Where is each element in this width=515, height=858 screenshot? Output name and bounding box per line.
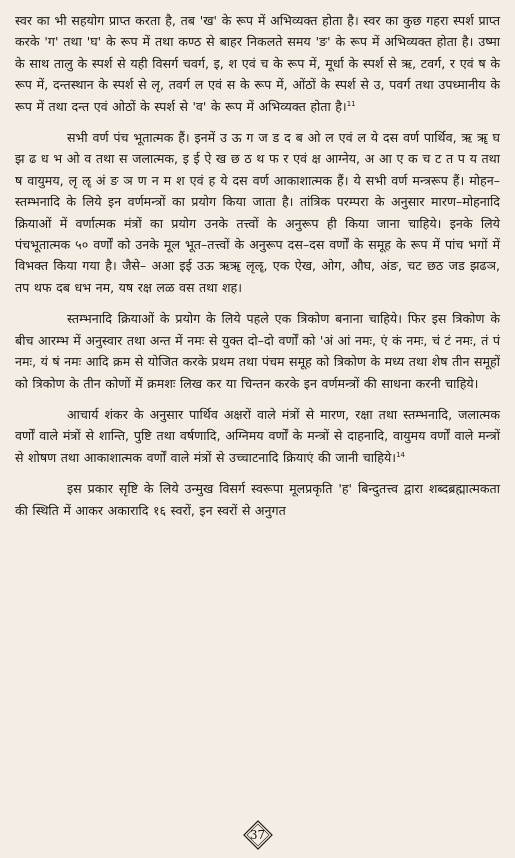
page-number: 37	[249, 828, 266, 842]
paragraph-2	[15, 127, 500, 298]
page-footer	[0, 820, 515, 850]
paragraph-5-text: इस प्रकार सृष्टि के लिये उन्मुख विसर्ग स्वरूपा मूलप्रकृति 'ह' बिन्दुतत्त्व द्वारा शब्दब्रह्मात्मकता की स्थिति में आकर अकारादि १६ स्वरों, इन स्वरों से अनुगत	[15, 481, 500, 518]
paragraph-5	[15, 478, 500, 521]
paragraph-3-text: स्तम्भनादि क्रियाओं के प्रयोग के लिये पहले एक त्रिकोण बनाना चाहिये। फिर इस त्रिकोण के बीच आरम्भ में अनुस्वार तथा अन्त में नमः से युक्त दो–दो वर्णों को 'अं आं नमः, एं कं नमः, चं टं नमः, तं पं नमः, यं षं नमः आदि क्रम से योजित करके प्रथम तथा पंचम समूह को त्रिकोण के मध्य तथा शेष तीन समूहों को त्रिकोण के तीन कोणों में क्रमशः लिख कर या चिन्तन करके इन वर्णमन्त्रों की साधना करनी चाहिये।	[15, 311, 500, 391]
paragraph-3	[15, 308, 500, 394]
paragraph-1-text: स्वर का भी सहयोग प्राप्त करता है, तब 'ख' के रूप में अभिव्यक्त होता है। स्वर का कुछ गहरा स्पर्श प्राप्त करके 'ग' तथा 'घ' के रूप में तथा कण्ठ से बाहर निकलते समय 'ङ' के रूप में अभिव्यक्त होता है। उष्मा के साथ तालु के स्पर्श से यही विसर्ग चवर्ग, इ, श एवं च के रूप में, मूर्धा के स्पर्श से ऋ, टवर्ग, र एवं ष के रूप में, दन्तस्थान के स्पर्श से लृ, तवर्ग ल एवं स के रूप में, ओंठों के स्पर्श से उ, पवर्ग तथा उपध्मानीय के रूप में तथा दन्त एवं ओठों के स्पर्श से 'व' के रूप में अभिव्यक्त होता है।	[15, 13, 500, 114]
page-number-badge	[243, 820, 273, 850]
paragraph-4	[15, 404, 500, 468]
footnote-marker-11: 11	[346, 99, 356, 108]
paragraph-1	[15, 10, 500, 117]
paragraph-4-text: आचार्य शंकर के अनुसार पार्थिव अक्षरों वाले मंत्रों से मारण, रक्षा तथा स्तम्भनादि, जलात्मक वर्णों वाले मंत्रों से शान्ति, पुष्टि तथा वर्षणादि, अग्निमय वर्णों के मन्त्रों से दाहनादि, वायुमय वर्णों वाले मन्त्रों से शोषण तथा आकाशात्मक वर्णों वाले मंत्रों से उच्चाटनादि क्रियाएं की जानी चाहिये।	[15, 406, 500, 465]
paragraph-2-text: सभी वर्ण पंच भूतात्मक हैं। इनमें उ ऊ ग ज ड द ब ओ ल एवं ल ये दस वर्ण पार्थिव, ऋ ॠ घ झ ढ ध भ ओ व तथा स जलात्मक, इ ई ऐ ख छ ठ थ फ र एवं क्ष आग्नेय, अ आ ए क च ट त प य तथा ष वायुमय, लृ ॡ अं ङ ञ ण न म श एवं ह ये दस वर्ण आकाशात्मक हैं। ये सभी वर्ण मन्त्ररूप हैं। मोहन–स्तम्भनादि के लिये इन वर्णमन्त्रों का प्रयोग किया जाता है। तांत्रिक परम्परा के अनुसार मारण–मोहनादि क्रियाओं में वर्णात्मक मंत्रों का प्रयोग उनके तत्त्वों के अनुरूप ही किया जाना चाहिये। इनके लिये पंचभूतात्मक ५० वर्णों को उनके मूल भूत–तत्त्वों के अनुरूप दस–दस वर्णों के समूह के रूप में पांच भगों में विभक्त किया गया है। जैसे– अआ इई उऊ ऋॠ लृॡ, एक ऐख, ओग, औघ, अंङ, चट छठ जड झढञ, तप थफ दब धभ नम, यष रक्ष लळ वस तथा शह।	[15, 130, 500, 295]
footnote-marker-14: 14	[396, 450, 405, 459]
